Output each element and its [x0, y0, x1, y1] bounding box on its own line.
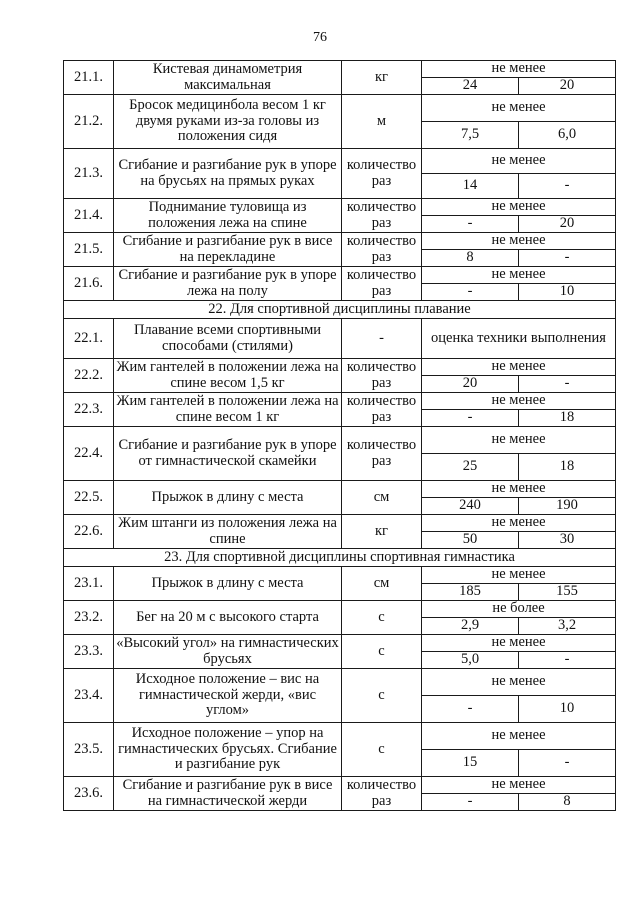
- page-number: 76: [313, 30, 327, 45]
- row-number: 21.2.: [64, 95, 114, 149]
- unit: с: [342, 635, 422, 669]
- table-row: [64, 267, 616, 284]
- exercise-name: Плавание всеми спортивными способами (стилями): [114, 319, 342, 359]
- unit: -: [342, 319, 422, 359]
- condition: не менее: [422, 359, 616, 376]
- unit: количество раз: [342, 427, 422, 481]
- exercise-name: Прыжок в длину с места: [114, 481, 342, 515]
- value-boys: 14: [422, 174, 519, 199]
- row-number: 22.4.: [64, 427, 114, 481]
- exercise-name: Исходное положение – вис на гимнастической жерди, «вис углом»: [114, 669, 342, 723]
- table-row: [64, 481, 616, 498]
- row-number: 23.3.: [64, 635, 114, 669]
- exercise-name: Сгибание и разгибание рук в висе на гимнастической жерди: [114, 777, 342, 811]
- table-row: [64, 669, 616, 696]
- section-row: [64, 549, 616, 567]
- table-row: [64, 359, 616, 376]
- exercise-name: Сгибание и разгибание рук в упоре лежа на полу: [114, 267, 342, 301]
- table-row: [64, 319, 616, 359]
- value-boys: -: [422, 410, 519, 427]
- condition: не менее: [422, 481, 616, 498]
- value-girls: -: [519, 174, 616, 199]
- table-row: [64, 233, 616, 250]
- row-number: 22.5.: [64, 481, 114, 515]
- table-row: [64, 635, 616, 652]
- row-number: 21.5.: [64, 233, 114, 267]
- value-boys: -: [422, 696, 519, 723]
- value-girls: 20: [519, 216, 616, 233]
- value-girls: 10: [519, 696, 616, 723]
- value-boys: 8: [422, 250, 519, 267]
- exercise-name: Прыжок в длину с места: [114, 567, 342, 601]
- table-row: [64, 199, 616, 216]
- row-number: 21.1.: [64, 61, 114, 95]
- unit: м: [342, 95, 422, 149]
- value-girls: 18: [519, 454, 616, 481]
- row-number: 22.1.: [64, 319, 114, 359]
- row-number: 21.6.: [64, 267, 114, 301]
- condition: не менее: [422, 267, 616, 284]
- table-row: [64, 61, 616, 78]
- unit: количество раз: [342, 777, 422, 811]
- exercise-name: Бросок медицинбола весом 1 кг двумя руками из-за головы из положения сидя: [114, 95, 342, 149]
- value-boys: 5,0: [422, 652, 519, 669]
- condition: не менее: [422, 635, 616, 652]
- unit: количество раз: [342, 149, 422, 199]
- table-row: [64, 567, 616, 584]
- value-boys: 185: [422, 584, 519, 601]
- exercise-name: Бег на 20 м с высокого старта: [114, 601, 342, 635]
- row-number: 22.2.: [64, 359, 114, 393]
- exercise-name: Кистевая динамометрия максимальная: [114, 61, 342, 95]
- row-number: 22.6.: [64, 515, 114, 549]
- row-number: 23.4.: [64, 669, 114, 723]
- unit: с: [342, 669, 422, 723]
- value-girls: -: [519, 376, 616, 393]
- section-heading: 22. Для спортивной дисциплины плавание: [64, 301, 616, 319]
- row-number: 23.6.: [64, 777, 114, 811]
- unit: см: [342, 481, 422, 515]
- value-boys: 240: [422, 498, 519, 515]
- row-number: 23.5.: [64, 723, 114, 777]
- condition: не менее: [422, 233, 616, 250]
- value-girls: -: [519, 750, 616, 777]
- value-girls: 3,2: [519, 618, 616, 635]
- value-boys: 2,9: [422, 618, 519, 635]
- unit: количество раз: [342, 199, 422, 233]
- row-number: 21.4.: [64, 199, 114, 233]
- value-girls: 30: [519, 532, 616, 549]
- table-row: [64, 95, 616, 122]
- condition: не менее: [422, 567, 616, 584]
- condition: не менее: [422, 427, 616, 454]
- unit: количество раз: [342, 233, 422, 267]
- value-boys: 25: [422, 454, 519, 481]
- table-row: [64, 777, 616, 794]
- condition: не более: [422, 601, 616, 618]
- condition: не менее: [422, 393, 616, 410]
- exercise-name: Жим штанги из положения лежа на спине: [114, 515, 342, 549]
- condition: не менее: [422, 149, 616, 174]
- value-boys: -: [422, 284, 519, 301]
- value-girls: 190: [519, 498, 616, 515]
- table-row: [64, 427, 616, 454]
- exercise-name: Поднимание туловища из положения лежа на спине: [114, 199, 342, 233]
- value-boys: 50: [422, 532, 519, 549]
- condition: не менее: [422, 723, 616, 750]
- exercise-name: Исходное положение – упор на гимнастических брусьях. Сгибание и разгибание рук: [114, 723, 342, 777]
- table-row: [64, 601, 616, 618]
- value-girls: 10: [519, 284, 616, 301]
- row-number: 22.3.: [64, 393, 114, 427]
- value-girls: -: [519, 250, 616, 267]
- condition: оценка техники выполнения: [422, 319, 616, 359]
- condition: не менее: [422, 199, 616, 216]
- unit: количество раз: [342, 393, 422, 427]
- row-number: 21.3.: [64, 149, 114, 199]
- table-row: [64, 515, 616, 532]
- condition: не менее: [422, 95, 616, 122]
- condition: не менее: [422, 61, 616, 78]
- unit: см: [342, 567, 422, 601]
- exercise-name: Сгибание и разгибание рук в упоре на брусьях на прямых руках: [114, 149, 342, 199]
- section-row: [64, 301, 616, 319]
- value-girls: 18: [519, 410, 616, 427]
- exercise-name: Сгибание и разгибание рук в упоре от гимнастической скамейки: [114, 427, 342, 481]
- unit: количество раз: [342, 359, 422, 393]
- value-girls: -: [519, 652, 616, 669]
- exercise-name: «Высокий угол» на гимнастических брусьях: [114, 635, 342, 669]
- table-row: [64, 723, 616, 750]
- exercise-name: Жим гантелей в положении лежа на спине весом 1 кг: [114, 393, 342, 427]
- value-boys: 20: [422, 376, 519, 393]
- condition: не менее: [422, 777, 616, 794]
- standards-table: [63, 60, 616, 811]
- condition: не менее: [422, 669, 616, 696]
- value-boys: 15: [422, 750, 519, 777]
- unit: количество раз: [342, 267, 422, 301]
- value-girls: 155: [519, 584, 616, 601]
- unit: с: [342, 601, 422, 635]
- unit: кг: [342, 515, 422, 549]
- exercise-name: Жим гантелей в положении лежа на спине весом 1,5 кг: [114, 359, 342, 393]
- table-row: [64, 149, 616, 174]
- value-boys: -: [422, 794, 519, 811]
- section-heading: 23. Для спортивной дисциплины спортивная гимнастика: [64, 549, 616, 567]
- condition: не менее: [422, 515, 616, 532]
- row-number: 23.2.: [64, 601, 114, 635]
- value-boys: 7,5: [422, 122, 519, 149]
- unit: кг: [342, 61, 422, 95]
- exercise-name: Сгибание и разгибание рук в висе на перекладине: [114, 233, 342, 267]
- value-girls: 20: [519, 78, 616, 95]
- value-girls: 6,0: [519, 122, 616, 149]
- table-row: [64, 393, 616, 410]
- value-boys: 24: [422, 78, 519, 95]
- value-girls: 8: [519, 794, 616, 811]
- value-boys: -: [422, 216, 519, 233]
- unit: с: [342, 723, 422, 777]
- row-number: 23.1.: [64, 567, 114, 601]
